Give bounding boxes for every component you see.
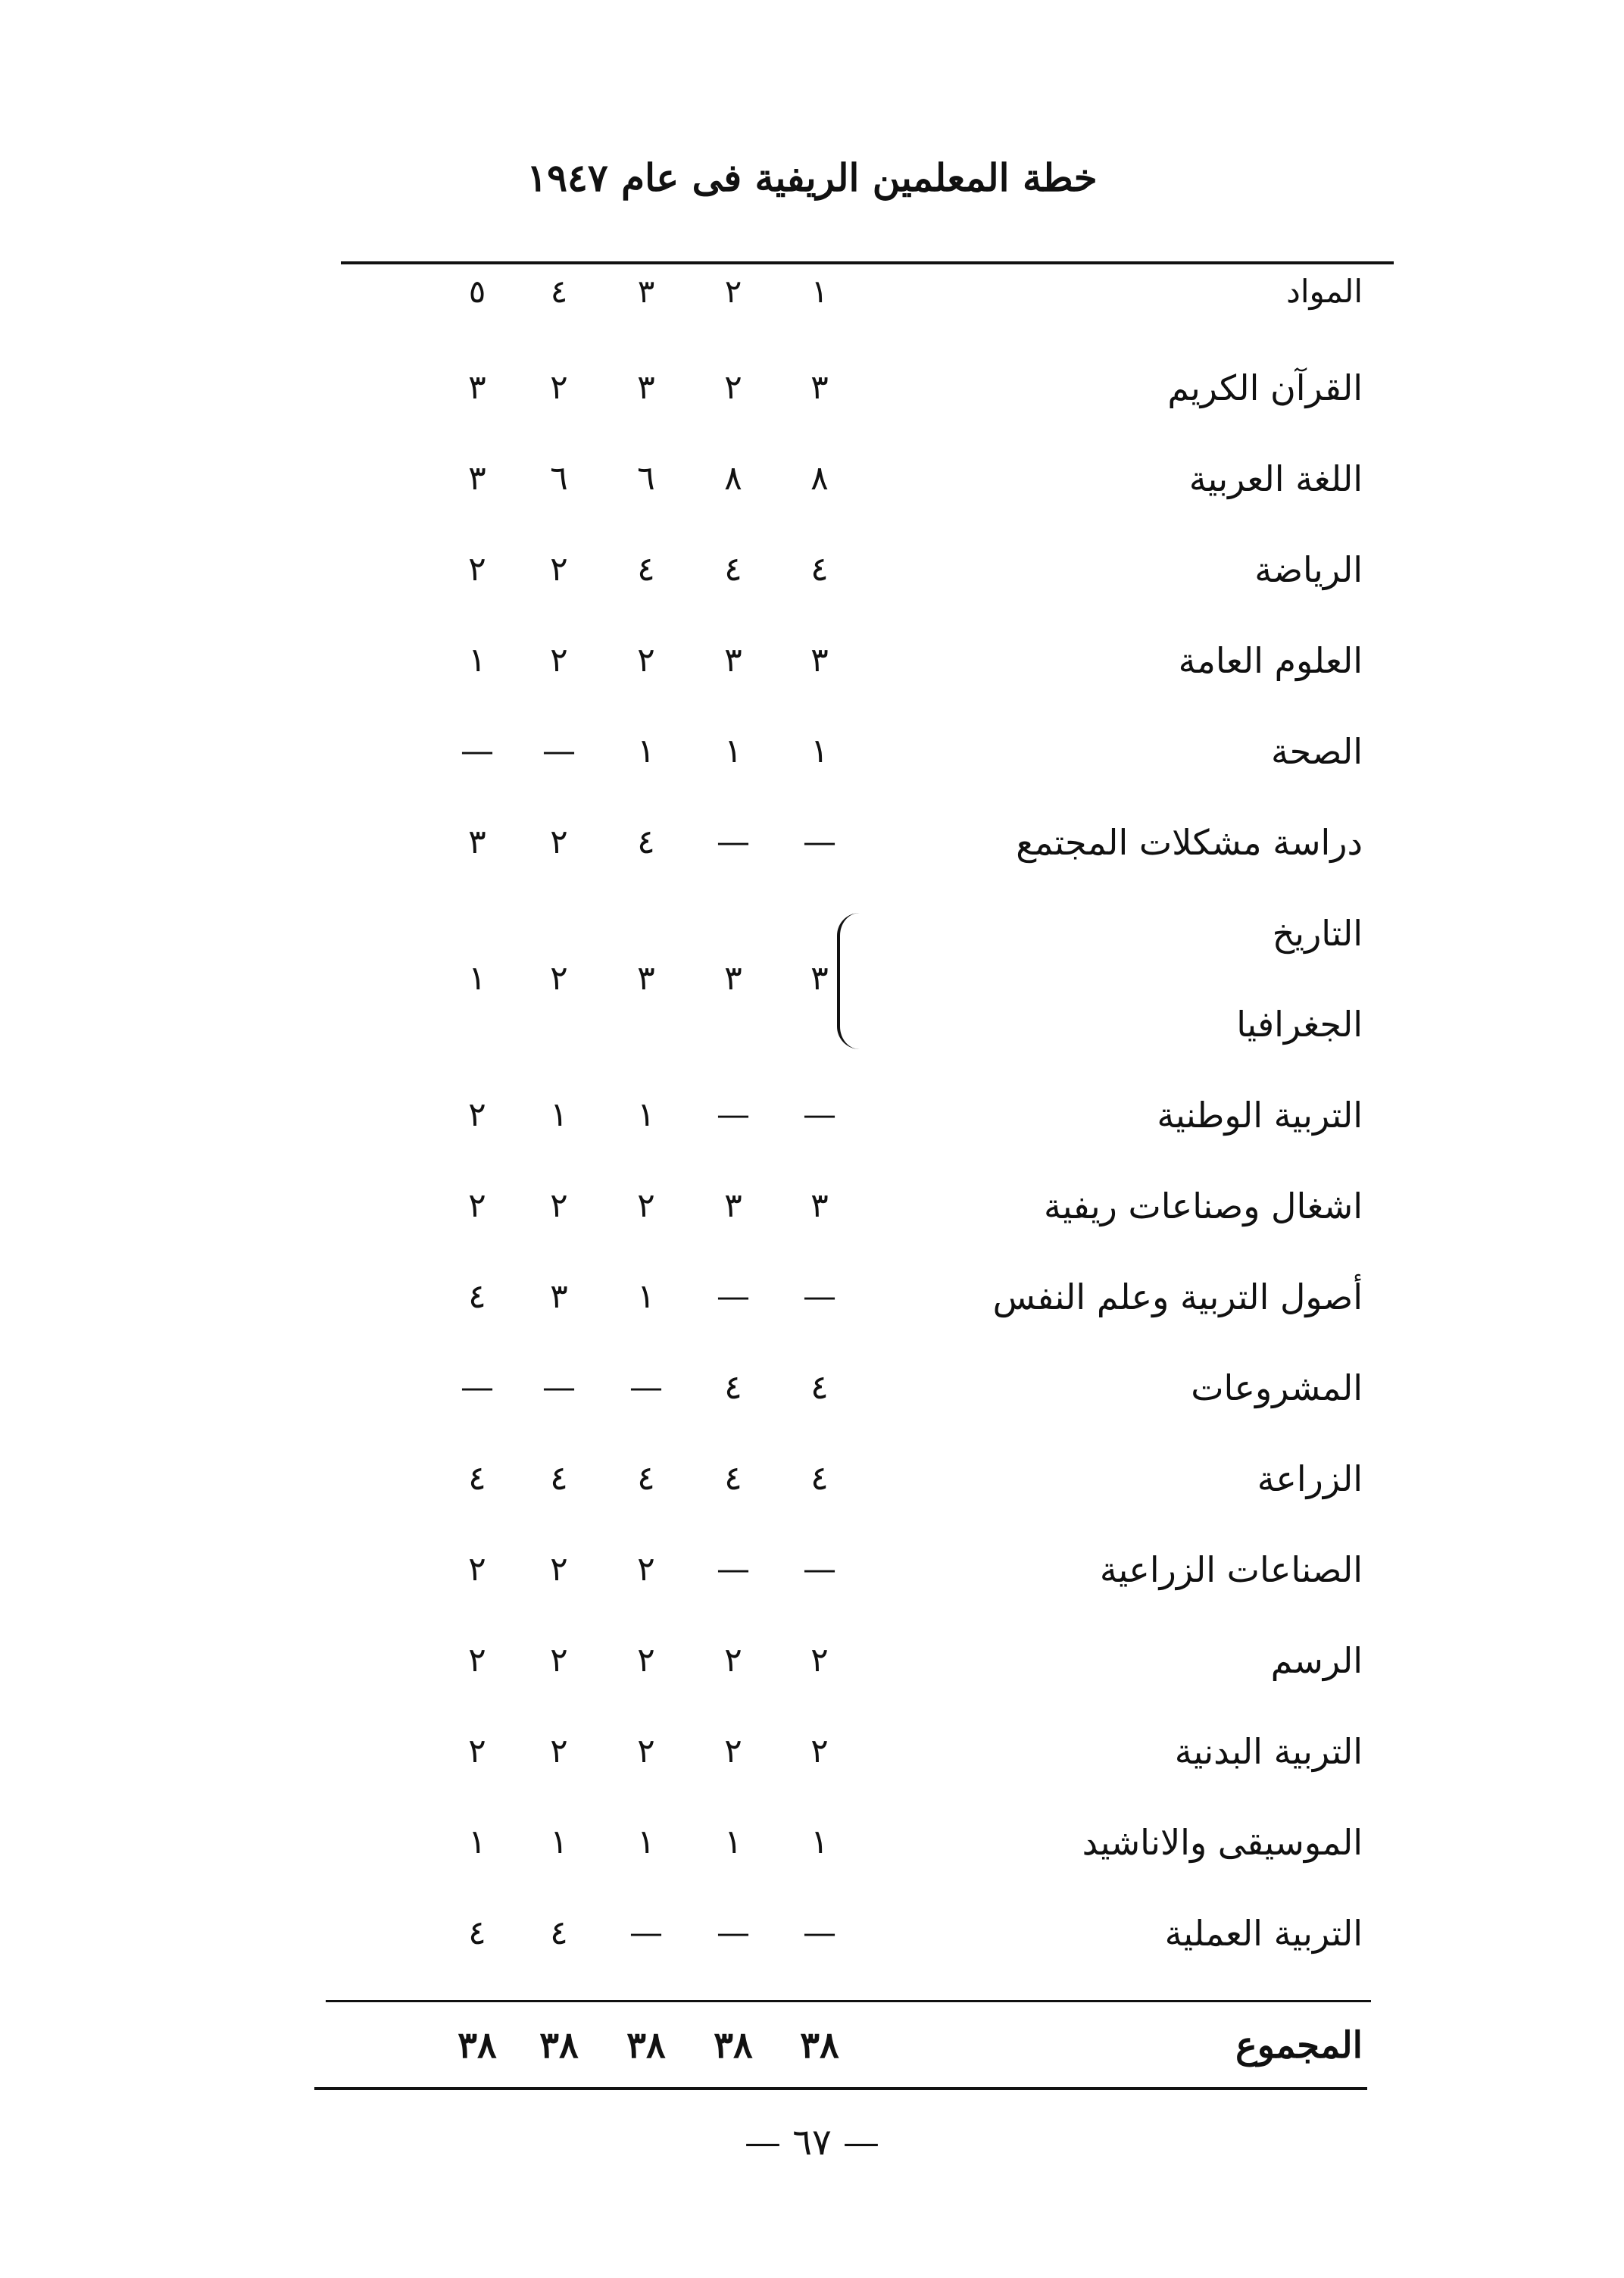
row-value: ١ bbox=[724, 732, 742, 770]
table-row bbox=[0, 1532, 1624, 1608]
table-row bbox=[0, 1805, 1624, 1880]
row-value: ١ bbox=[468, 641, 486, 680]
row-value: ٢ bbox=[637, 1732, 655, 1770]
total-value: ٣٨ bbox=[539, 2024, 579, 2067]
row-value: ١ bbox=[637, 732, 655, 770]
row-value: ٦ bbox=[637, 459, 655, 498]
row-value: ٨ bbox=[810, 459, 829, 498]
header-year-4: ٤ bbox=[550, 273, 568, 310]
table-row bbox=[0, 1623, 1624, 1698]
row-value: ٣ bbox=[810, 1186, 829, 1225]
total-value: ٣٨ bbox=[714, 2024, 753, 2067]
row-value: ٤ bbox=[550, 1914, 568, 1952]
row-value: ٢ bbox=[637, 1186, 655, 1225]
row-value: — bbox=[803, 823, 836, 861]
row-subject: الجغرافيا bbox=[1236, 1004, 1363, 1045]
row-value: ٣ bbox=[637, 959, 655, 998]
history-geography-values bbox=[0, 941, 1624, 1017]
row-value: ٤ bbox=[810, 550, 829, 589]
row-value: ٢ bbox=[810, 1732, 829, 1770]
row-value: ١ bbox=[637, 1823, 655, 1861]
row-value: ٤ bbox=[810, 1368, 829, 1407]
row-subject: دراسة مشكلات المجتمع bbox=[1016, 822, 1363, 863]
row-value: ١ bbox=[810, 1823, 829, 1861]
row-value: ٤ bbox=[724, 550, 742, 589]
row-subject: التربية البدنية bbox=[1174, 1731, 1363, 1772]
row-value: ١ bbox=[810, 732, 829, 770]
row-value: ٢ bbox=[468, 1732, 486, 1770]
total-top-rule bbox=[326, 2000, 1371, 2002]
row-value: ٢ bbox=[550, 1641, 568, 1680]
table-header bbox=[0, 269, 1624, 314]
brace-icon bbox=[837, 913, 863, 1049]
row-value: ٢ bbox=[637, 641, 655, 680]
row-value: ١ bbox=[724, 1823, 742, 1861]
row-value: ٤ bbox=[550, 1459, 568, 1498]
row-value: ٣ bbox=[724, 959, 742, 998]
total-bottom-rule bbox=[314, 2087, 1367, 2090]
row-value: ٢ bbox=[550, 550, 568, 589]
table-row bbox=[0, 1441, 1624, 1517]
row-value: ١ bbox=[550, 1823, 568, 1861]
row-value: — bbox=[803, 1277, 836, 1316]
table-row bbox=[0, 350, 1624, 426]
row-subject: اشغال وصناعات ريفية bbox=[1044, 1186, 1363, 1226]
row-value: ١ bbox=[637, 1277, 655, 1316]
row-value: ٢ bbox=[810, 1641, 829, 1680]
row-value: — bbox=[803, 1914, 836, 1952]
table-row bbox=[0, 1077, 1624, 1153]
row-subject: اللغة العربية bbox=[1188, 458, 1363, 499]
total-value: ٣٨ bbox=[626, 2024, 666, 2067]
table-row bbox=[0, 532, 1624, 608]
row-value: ٢ bbox=[724, 1641, 742, 1680]
page-title: خطة المعلمين الريفية فى عام ١٩٤٧ bbox=[526, 155, 1098, 200]
row-value: ١ bbox=[468, 959, 486, 998]
row-subject: العلوم العامة bbox=[1178, 640, 1363, 681]
row-value: ٢ bbox=[637, 1641, 655, 1680]
row-subject: التربية الوطنية bbox=[1157, 1095, 1363, 1136]
row-value: ٢ bbox=[468, 1550, 486, 1589]
header-year-3: ٣ bbox=[637, 273, 655, 310]
row-value: ١ bbox=[637, 1095, 655, 1134]
table-row bbox=[0, 1259, 1624, 1335]
row-value: — bbox=[461, 1368, 494, 1407]
header-top-rule bbox=[341, 261, 1394, 264]
row-value: — bbox=[629, 1914, 663, 1952]
row-value: — bbox=[803, 1550, 836, 1589]
row-value: ٤ bbox=[637, 1459, 655, 1498]
row-value: ٢ bbox=[550, 368, 568, 407]
page-number: — ٦٧ — bbox=[744, 2121, 880, 2164]
row-value: ٤ bbox=[724, 1368, 742, 1407]
table-row bbox=[0, 623, 1624, 698]
row-value: ٣ bbox=[468, 368, 486, 407]
row-value: — bbox=[803, 1095, 836, 1134]
row-value: ٢ bbox=[550, 1732, 568, 1770]
row-subject: التاريخ bbox=[1272, 913, 1363, 954]
row-value: — bbox=[461, 732, 494, 770]
row-value: ٦ bbox=[550, 459, 568, 498]
row-value: — bbox=[717, 1095, 750, 1134]
header-subject: المواد bbox=[1286, 273, 1363, 310]
row-value: ٢ bbox=[468, 550, 486, 589]
row-value: ٢ bbox=[550, 823, 568, 861]
row-value: ٢ bbox=[637, 1550, 655, 1589]
row-value: ٨ bbox=[724, 459, 742, 498]
row-value: ٣ bbox=[810, 641, 829, 680]
row-value: ١ bbox=[468, 1823, 486, 1861]
table-row bbox=[0, 1714, 1624, 1789]
total-label: المجموع bbox=[1235, 2024, 1363, 2067]
row-value: — bbox=[717, 823, 750, 861]
table-row bbox=[0, 1168, 1624, 1244]
row-value: ١ bbox=[550, 1095, 568, 1134]
row-value: ٤ bbox=[468, 1459, 486, 1498]
row-subject: الزراعة bbox=[1257, 1458, 1363, 1499]
row-value: ٤ bbox=[810, 1459, 829, 1498]
row-subject: الرياضة bbox=[1254, 549, 1363, 590]
table-row bbox=[0, 441, 1624, 517]
header-year-5: ٥ bbox=[468, 273, 486, 310]
row-value: ٣ bbox=[724, 1186, 742, 1225]
row-value: ٤ bbox=[637, 550, 655, 589]
row-value: ٢ bbox=[468, 1186, 486, 1225]
row-value: ٢ bbox=[468, 1641, 486, 1680]
total-value: ٣٨ bbox=[458, 2024, 497, 2067]
row-subject: التربية العملية bbox=[1164, 1913, 1363, 1954]
row-value: ٣ bbox=[468, 459, 486, 498]
row-value: ٢ bbox=[550, 959, 568, 998]
row-value: ٤ bbox=[724, 1459, 742, 1498]
row-value: ٢ bbox=[468, 1095, 486, 1134]
row-value: ٣ bbox=[637, 368, 655, 407]
row-subject: أصول التربية وعلم النفس bbox=[992, 1276, 1363, 1317]
row-subject: القرآن الكريم bbox=[1167, 367, 1363, 408]
row-value: — bbox=[629, 1368, 663, 1407]
row-subject: الصناعات الزراعية bbox=[1099, 1549, 1363, 1590]
row-subject: الرسم bbox=[1270, 1640, 1363, 1681]
row-subject: المشروعات bbox=[1191, 1367, 1363, 1408]
row-value: — bbox=[717, 1277, 750, 1316]
row-value: ٢ bbox=[550, 1186, 568, 1225]
row-value: — bbox=[542, 1368, 576, 1407]
total-row bbox=[0, 2008, 1624, 2083]
row-value: — bbox=[542, 732, 576, 770]
row-subject: الموسيقى والاناشيد bbox=[1082, 1822, 1363, 1863]
row-value: ٢ bbox=[550, 1550, 568, 1589]
row-value: ٣ bbox=[810, 368, 829, 407]
table-row bbox=[0, 714, 1624, 789]
row-value: ٤ bbox=[468, 1914, 486, 1952]
row-value: ٤ bbox=[637, 823, 655, 861]
table-row bbox=[0, 1350, 1624, 1426]
table-row bbox=[0, 805, 1624, 880]
header-year-2: ٢ bbox=[724, 273, 742, 310]
row-value: ٣ bbox=[810, 959, 829, 998]
row-value: ٤ bbox=[468, 1277, 486, 1316]
row-value: ٢ bbox=[724, 368, 742, 407]
row-value: ٣ bbox=[468, 823, 486, 861]
row-value: ٢ bbox=[724, 1732, 742, 1770]
header-year-1: ١ bbox=[810, 273, 829, 310]
row-value: — bbox=[717, 1550, 750, 1589]
row-subject: الصحة bbox=[1270, 731, 1363, 772]
table-row bbox=[0, 1895, 1624, 1971]
row-value: ٢ bbox=[550, 641, 568, 680]
row-value: ٣ bbox=[724, 641, 742, 680]
row-value: ٣ bbox=[550, 1277, 568, 1316]
row-value: — bbox=[717, 1914, 750, 1952]
total-value: ٣٨ bbox=[800, 2024, 839, 2067]
